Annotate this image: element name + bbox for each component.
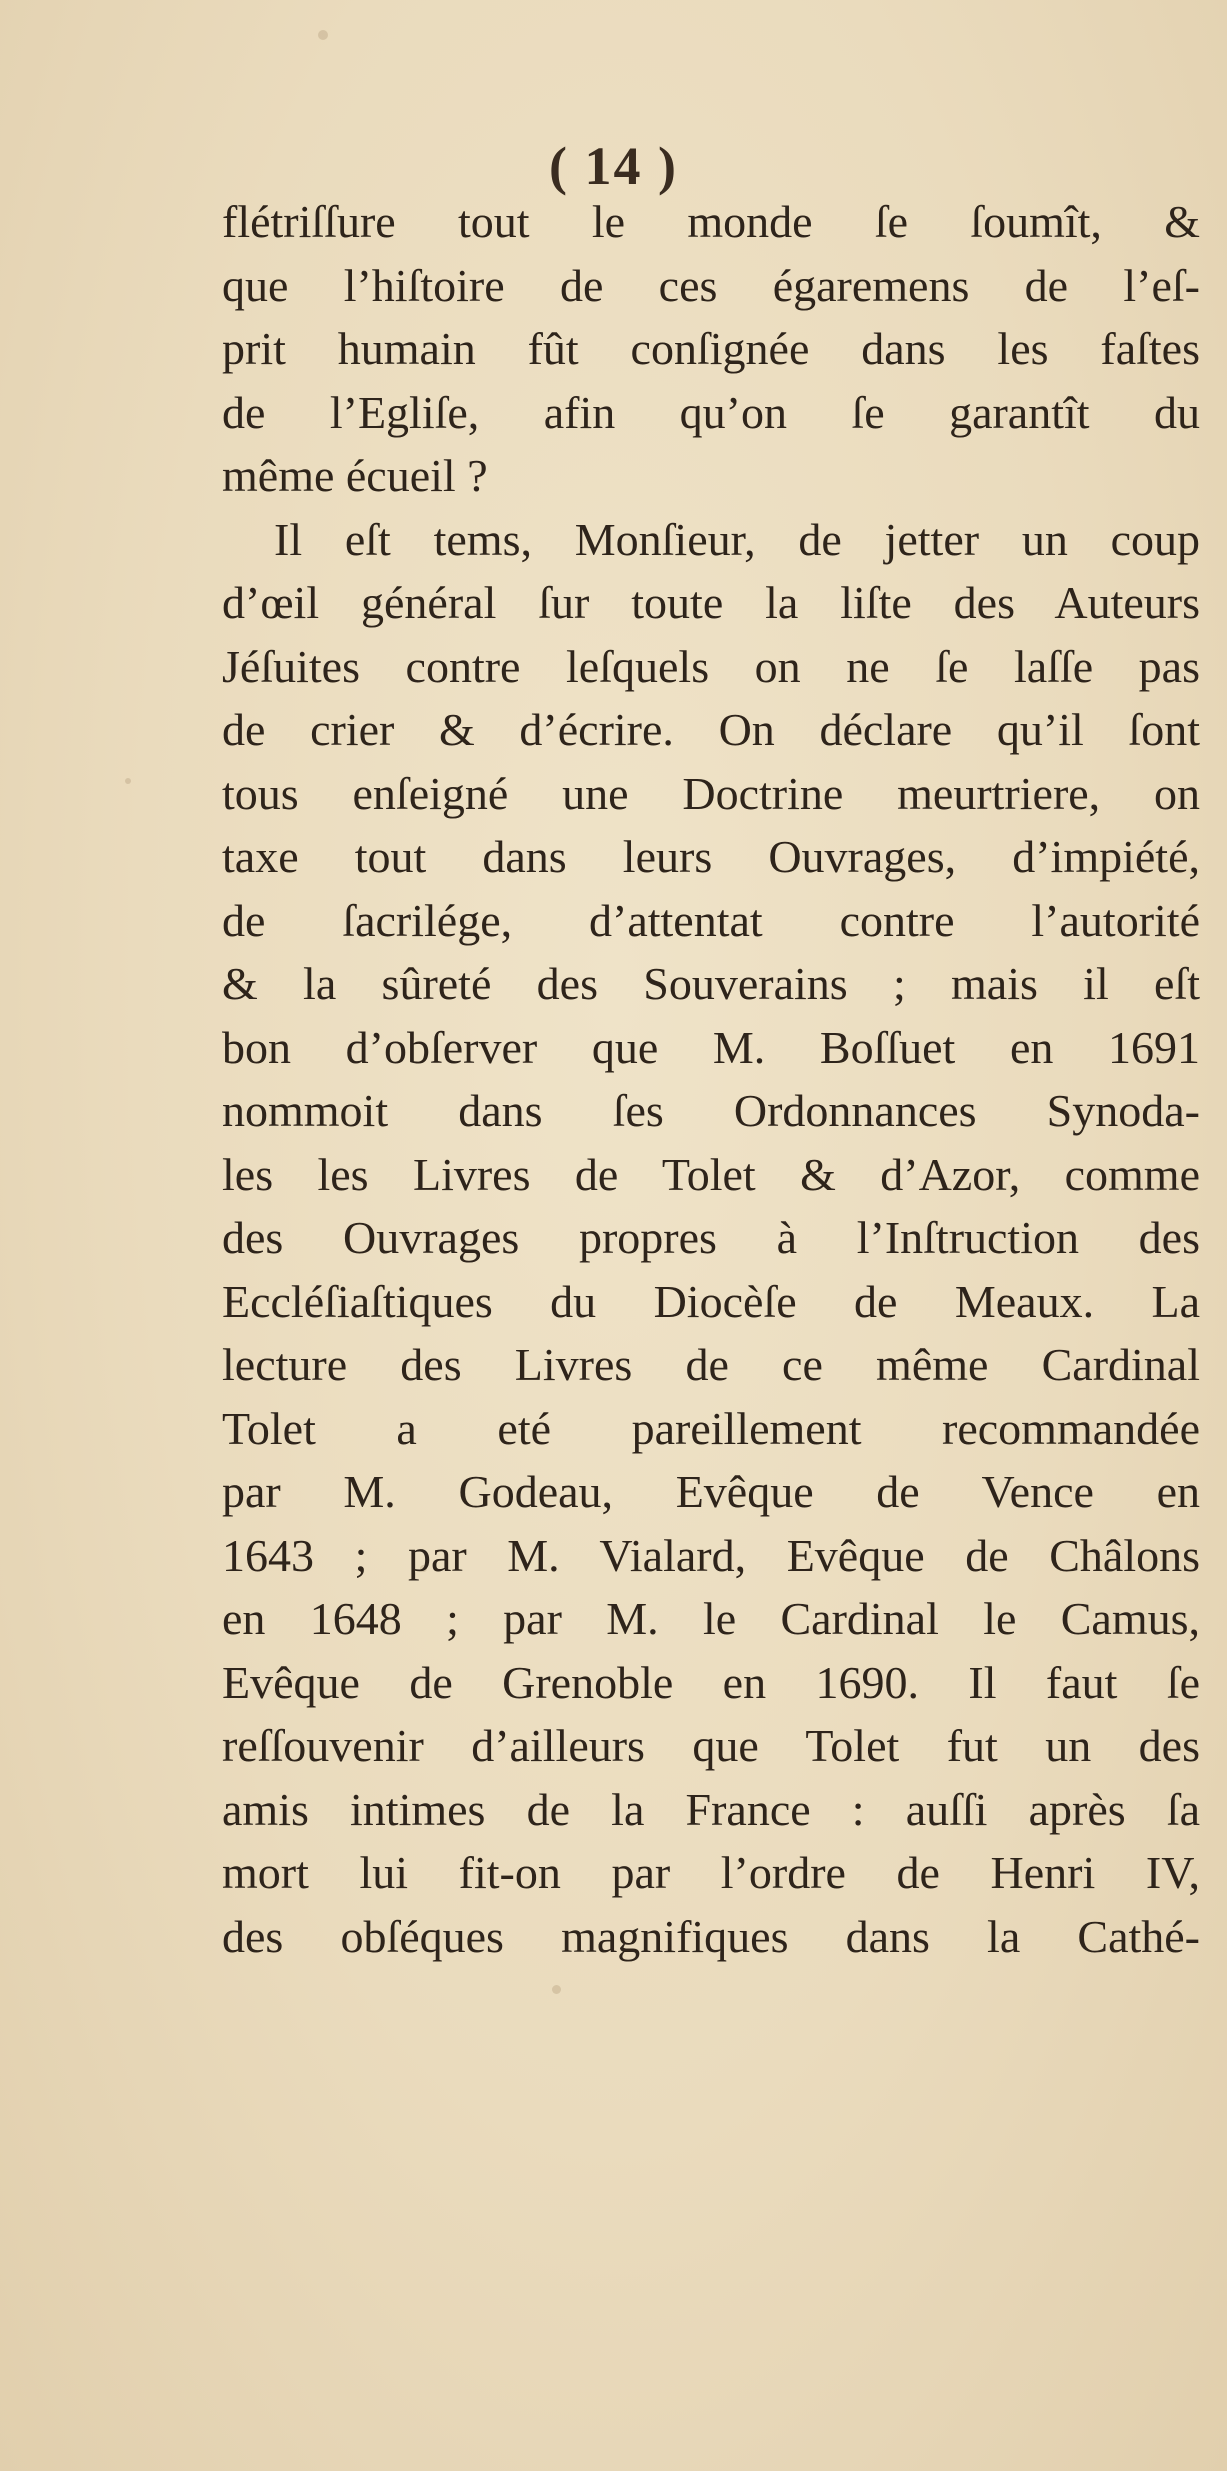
- text-line: Jéſuites contre leſquels on ne ſe laſſe pas: [222, 640, 1200, 692]
- text-line: flétriſſure tout le monde ſe ſoumît, &: [222, 196, 1200, 247]
- text-line: bon d’obſerver que M. Boſſuet en 1691: [222, 1021, 1200, 1073]
- text-line: Eccléſiaſtiques du Diocèſe de Meaux. La: [222, 1275, 1200, 1327]
- text-line: des obſéques magnifiques dans la Cathé-: [222, 1910, 1200, 1962]
- text-line: mort lui fit-on par l’ordre de Henri IV,: [222, 1847, 1200, 1898]
- foxing-spot: [125, 778, 131, 784]
- text-line: d’œil général ſur toute la liſte des Auteurs: [222, 577, 1200, 628]
- text-line: que l’hiſtoire de ces égaremens de l’eſ-: [222, 259, 1200, 311]
- text-line: nommoit dans ſes Ordonnances Synoda-: [222, 1085, 1200, 1136]
- body-text: [222, 190, 1200, 1968]
- foxing-spot: [552, 1985, 561, 1994]
- text-line: même écueil ?: [222, 450, 488, 501]
- text-line: taxe tout dans leurs Ouvrages, d’impiété,: [222, 831, 1200, 882]
- text-line: & la sûreté des Souverains ; mais il eſt: [222, 958, 1200, 1009]
- page-number: ( 14 ): [549, 136, 678, 196]
- text-line: prit humain fût conſignée dans les faſtes: [222, 323, 1200, 374]
- text-line: 1643 ; par M. Vialard, Evêque de Châlons: [222, 1529, 1200, 1581]
- text-line: de l’Egliſe, afin qu’on ſe garantît du: [222, 386, 1200, 438]
- text-line: Evêque de Grenoble en 1690. Il faut ſe: [222, 1656, 1200, 1708]
- text-line: des Ouvrages propres à l’Inſtruction des: [222, 1212, 1200, 1263]
- text-line: amis intimes de la France : auſſi après ſa: [222, 1783, 1200, 1835]
- text-line: de ſacrilége, d’attentat contre l’autorité: [222, 894, 1200, 946]
- foxing-spot: [318, 30, 328, 40]
- text-line: Tolet a eté pareillement recommandée: [222, 1402, 1200, 1454]
- text-line: de crier & d’écrire. On déclare qu’il ſont: [222, 704, 1200, 755]
- text-line: tous enſeigné une Doctrine meurtriere, on: [222, 767, 1200, 819]
- text-line: lecture des Livres de ce même Cardinal: [222, 1339, 1200, 1390]
- text-line: par M. Godeau, Evêque de Vence en: [222, 1466, 1200, 1517]
- text-line: en 1648 ; par M. le Cardinal le Camus,: [222, 1593, 1200, 1644]
- text-line: les les Livres de Tolet & d’Azor, comme: [222, 1148, 1200, 1200]
- text-line: Il eſt tems, Monſieur, de jetter un coup: [274, 513, 1200, 565]
- text-line: reſſouvenir d’ailleurs que Tolet fut un des: [222, 1720, 1200, 1771]
